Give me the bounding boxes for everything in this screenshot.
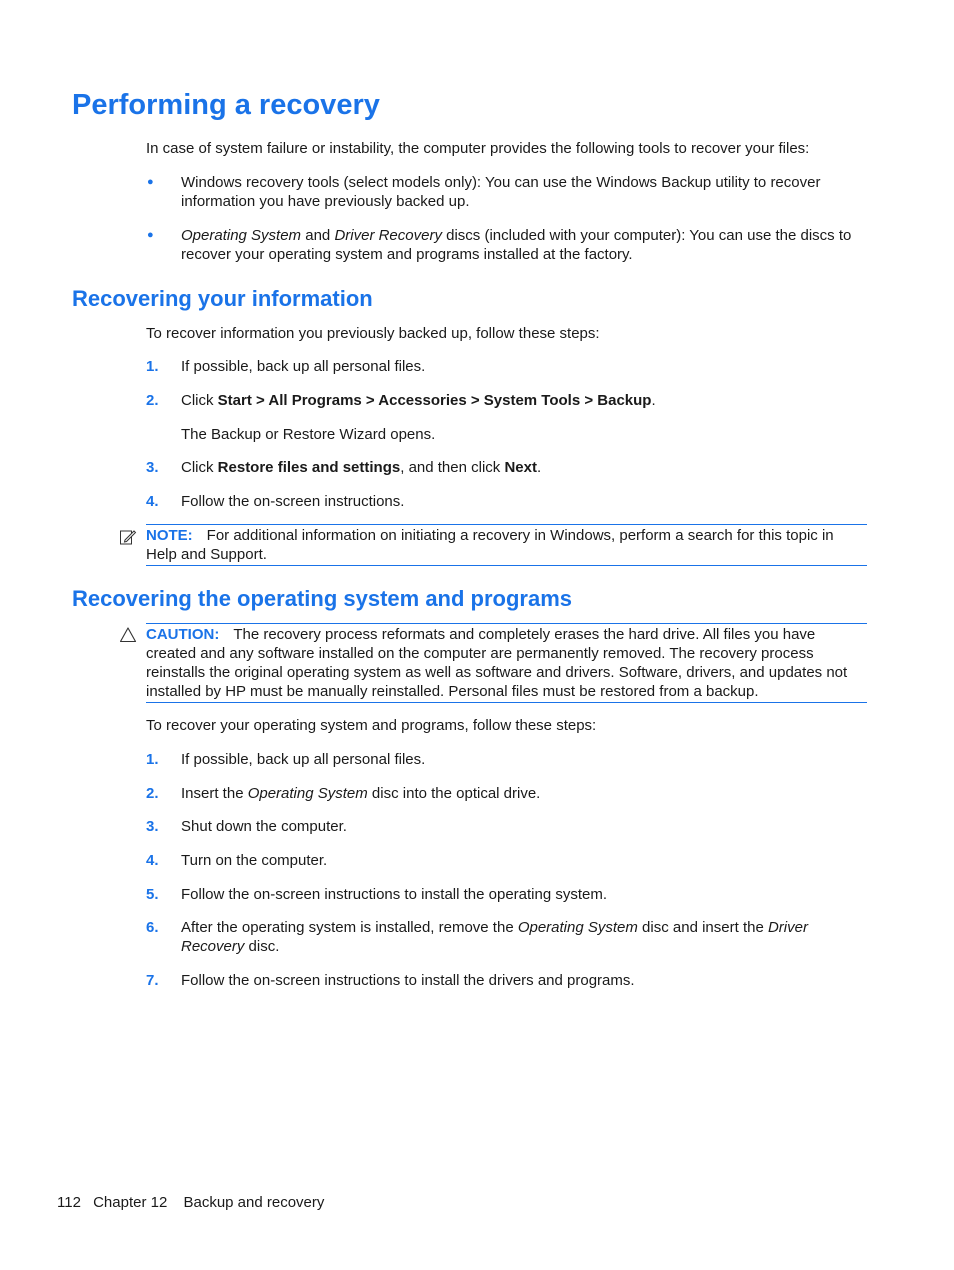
note-callout <box>146 524 867 566</box>
menu-path: Start > All Programs > Accessories > System Tools > Backup <box>217 392 652 409</box>
step-number: 2. <box>146 392 159 409</box>
tool-item-discs-text: discs (included with your computer): You can use the discs to recover your operating system and programs installed at the factory. <box>181 227 852 263</box>
step-suffix: . <box>536 459 542 476</box>
section-heading-recovering-os: Recovering the operating system and programs <box>72 586 573 611</box>
page-title: Performing a recovery <box>72 89 380 121</box>
conjunction: and <box>301 227 335 244</box>
step-number: 5. <box>146 886 159 903</box>
caution-callout <box>146 623 867 703</box>
step-text <box>181 391 867 410</box>
step-text <box>181 784 867 803</box>
intro-paragraph: In case of system failure or instability, the computer provides the following tools to recover your files: <box>146 140 810 157</box>
tool-item-windows: Windows recovery tools (select models only): You can use the Windows Backup utility to recover information you have previously backed up. <box>181 174 821 210</box>
option-name: Restore files and settings <box>217 459 401 476</box>
step-text: If possible, back up all personal files. <box>181 358 426 375</box>
note-text: For additional information on initiating a recovery in Windows, perform a search for this topic in Help and Support. <box>146 527 834 563</box>
os-disc-name: Operating System <box>181 227 302 244</box>
step-prefix: Click <box>181 392 218 409</box>
driver-disc-name: Driver Recovery <box>181 919 808 955</box>
step-text: Shut down the computer. <box>181 818 347 835</box>
step-number: 4. <box>146 493 159 510</box>
tool-item-discs <box>181 226 867 264</box>
step-text <box>181 458 867 477</box>
step-text: Follow the on-screen instructions. <box>181 493 405 510</box>
step-number: 6. <box>146 919 159 936</box>
step-prefix: After the operating system is installed, remove the <box>181 919 518 936</box>
note-label: NOTE: <box>146 527 193 544</box>
step-number: 3. <box>146 459 159 476</box>
step-number: 4. <box>146 852 159 869</box>
step-middle: disc and insert the <box>637 919 768 936</box>
os-disc-name: Operating System <box>517 919 638 936</box>
bullet-marker: ● <box>147 176 154 188</box>
step-text: If possible, back up all personal files. <box>181 751 426 768</box>
bullet-marker: ● <box>147 229 154 241</box>
caution-label: CAUTION: <box>146 626 220 643</box>
step-suffix: disc into the optical drive. <box>367 785 541 802</box>
page-number: 112 <box>57 1194 81 1211</box>
section-heading-recovering-information: Recovering your information <box>72 286 373 311</box>
step-number: 1. <box>146 751 159 768</box>
section-intro: To recover information you previously backed up, follow these steps: <box>146 325 600 342</box>
step-text: Follow the on-screen instructions to install the operating system. <box>181 886 608 903</box>
step-number: 2. <box>146 785 159 802</box>
step-suffix: . <box>651 392 656 409</box>
step-number: 1. <box>146 358 159 375</box>
chapter-title: Backup and recovery <box>183 1194 325 1211</box>
chapter-label: Chapter 12 <box>93 1194 168 1211</box>
step-prefix: Insert the <box>181 785 248 802</box>
caution-text: The recovery process reformats and completely erases the hard drive. All files you have created and any software installed on the computer are permanently removed. The recovery process reinstalls the original operating system as well as software and drivers. Software, drivers, and updates not installed by HP must be manually reinstalled. Personal files must be restored from a backup. <box>146 626 848 700</box>
button-name: Next <box>504 459 537 476</box>
page-footer <box>57 1193 332 1212</box>
step-middle: , and then click <box>400 459 505 476</box>
step-text: Turn on the computer. <box>181 852 328 869</box>
step-result: The Backup or Restore Wizard opens. <box>181 426 436 443</box>
step-text: Follow the on-screen instructions to install the drivers and programs. <box>181 972 635 989</box>
step-text <box>181 918 867 956</box>
note-pencil-icon <box>119 528 137 546</box>
caution-triangle-icon <box>119 626 137 644</box>
step-number: 7. <box>146 972 159 989</box>
section-intro: To recover your operating system and programs, follow these steps: <box>146 717 597 734</box>
step-prefix: Click <box>181 459 218 476</box>
os-disc-name: Operating System <box>247 785 368 802</box>
driver-disc-name: Driver Recovery <box>334 227 442 244</box>
step-suffix: disc. <box>244 938 280 955</box>
step-number: 3. <box>146 818 159 835</box>
